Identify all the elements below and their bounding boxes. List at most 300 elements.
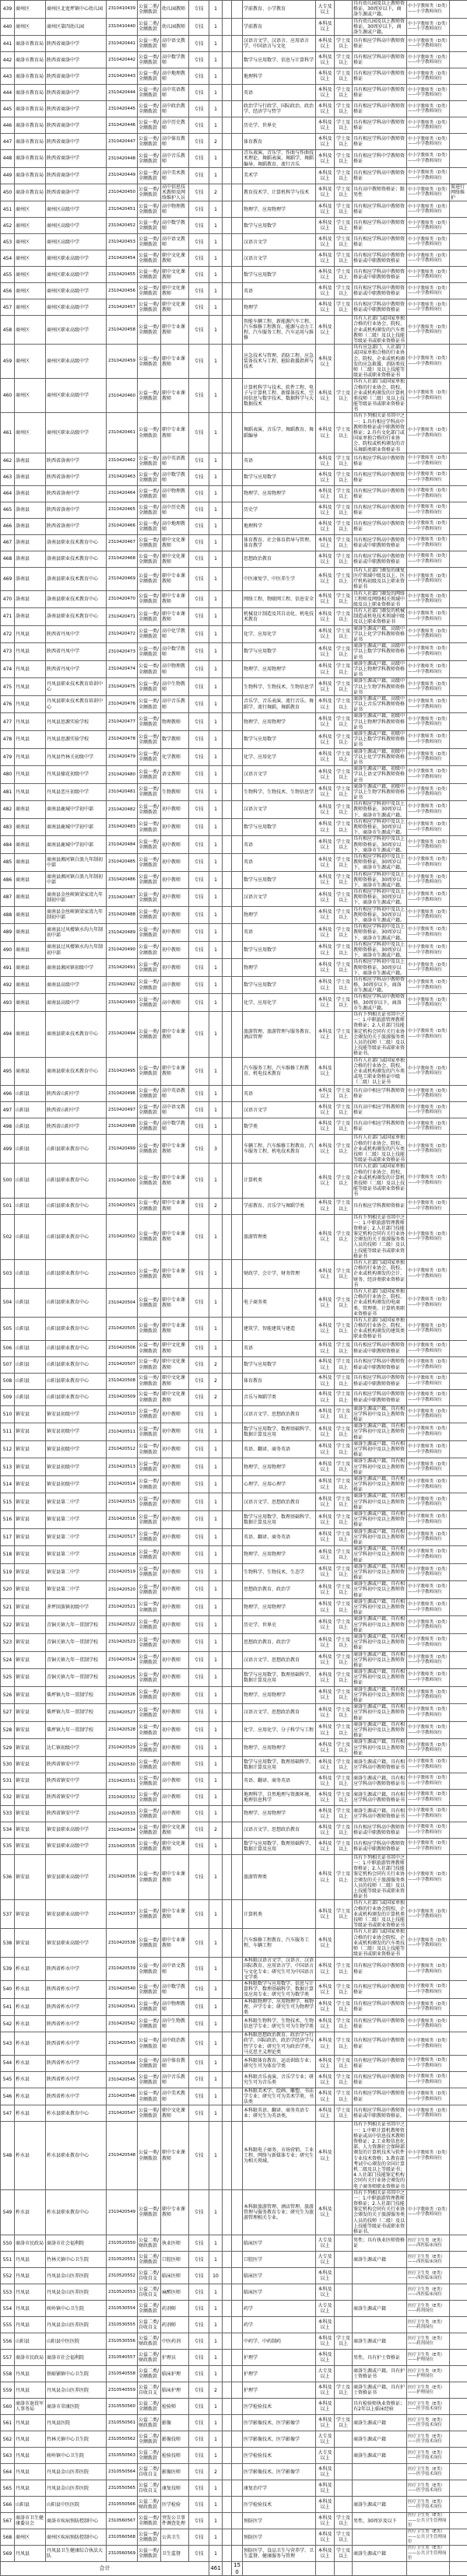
cell-unit: 陕西省商洛中学: [46, 134, 107, 150]
cell-note: [450, 1012, 467, 1058]
cell-note: [450, 1981, 467, 1999]
cell-type: 公益一类/全额拨款: [138, 167, 161, 184]
cell-cat: 专技: [189, 1805, 209, 1822]
cell-n: 1: [209, 1493, 223, 1511]
cell-major: 物理学、应用物理学: [243, 1686, 316, 1704]
cell-no: 512: [1, 1440, 15, 1458]
cell-other: 商洛生源或户籍，具有相应学科初中及以上教师资格证: [353, 1563, 407, 1581]
cell-note: [450, 625, 467, 643]
cell-dept: 丹凤县: [15, 2284, 46, 2301]
table-row: [1, 1260, 467, 1289]
table-row: [1, 1, 467, 19]
cell-type: 公益一类/全额拨款: [138, 534, 161, 551]
cell-deg: 学士及以上: [335, 453, 353, 469]
cell-deg: [335, 345, 353, 379]
cell-no: 531: [1, 1773, 15, 1789]
cell-n: 1: [209, 316, 223, 345]
cell-unit: 陕西省柞水中学: [46, 2088, 107, 2105]
table-row: [1, 1214, 467, 1260]
cell-post: 初中教师: [161, 889, 189, 907]
cell-code: 2310420514: [107, 1475, 138, 1493]
cell-type: 公益一类/全额拨款: [138, 1616, 161, 1634]
cell-major: 预防医学、食品卫生与营养学、卫生监督、健康服务与管理: [243, 2546, 316, 2562]
cell-unit: 山阳县职业教育中心: [46, 1389, 107, 1405]
cell-blank2: [232, 2480, 243, 2497]
cell-blank2: [232, 52, 243, 68]
cell-blank2: [232, 469, 243, 485]
cell-cat: 专技: [189, 2399, 209, 2415]
cell-note: [450, 167, 467, 184]
cell-post: 高中教师: [161, 1805, 189, 1822]
cell-dept: 丹凤县: [15, 2366, 46, 2382]
cell-deg: 学士及以上: [335, 2032, 353, 2056]
cell-blank2: [232, 1118, 243, 1135]
cell-cat: 专技: [189, 2268, 209, 2284]
cell-other: 商洛生源或户籍，高级中学以上化学学科教师资格证书: [353, 625, 407, 643]
table-row: [1, 551, 467, 567]
cell-blank1: [223, 1356, 232, 1373]
table-row: [1, 316, 467, 345]
cell-type: 公益二类/全额拨款: [138, 2252, 161, 2268]
cell-code: 2310420521: [107, 1598, 138, 1616]
cell-note: [450, 2105, 467, 2122]
cell-note: [450, 924, 467, 942]
cell-code: 2310420454: [107, 250, 138, 267]
cell-dept: 镇安县: [15, 1563, 46, 1581]
cell-post: 临床医师: [161, 2268, 189, 2284]
cell-exam: 中小学教师类（D类）——中学教师岗位: [407, 1633, 450, 1651]
cell-no: 519: [1, 1563, 15, 1581]
cell-dept: 商洛市教育局: [15, 36, 46, 52]
cell-deg: 学士及以上: [335, 748, 353, 766]
cell-unit: 镇安县初级中学: [46, 1405, 107, 1423]
cell-post: 职中文化课教师: [161, 1340, 189, 1356]
cell-note: [450, 518, 467, 534]
cell-no: 497: [1, 1102, 15, 1118]
cell-note: [450, 1721, 467, 1739]
table-row: [1, 2189, 467, 2235]
cell-blank1: [223, 1, 232, 19]
cell-blank2: [232, 1704, 243, 1722]
cell-unit: 镇安县职业高级中学: [46, 1822, 107, 1838]
cell-type: 公益一类/全额拨款: [138, 379, 161, 413]
cell-blank1: [223, 836, 232, 854]
cell-major: 数学与应用数学、数理基础科学、数据计算及应用: [243, 1669, 316, 1687]
cell-post: 初中教师: [161, 801, 189, 819]
cell-note: [450, 906, 467, 924]
cell-type: 公益一类/全额拨款: [138, 2016, 161, 2032]
cell-exam: 中小学教师类（D类）——中学教师岗位: [407, 1164, 450, 1198]
cell-deg: [335, 2480, 353, 2497]
cell-code: 2310420453: [107, 234, 138, 250]
cell-type: 公益一类/全额拨款: [138, 1789, 161, 1805]
cell-edu: 本科及以上: [316, 1373, 335, 1389]
cell-type: 公益一类/全额拨款: [138, 713, 161, 731]
cell-blank1: [223, 250, 232, 267]
cell-cat: 专技: [189, 1900, 209, 1929]
cell-type: 公益一类/全额拨款: [138, 150, 161, 168]
cell-post: 职中专业课教师: [161, 379, 189, 413]
cell-dept: 柞水县: [15, 2032, 46, 2056]
cell-no: 474: [1, 660, 15, 678]
cell-code: 2310420498: [107, 1118, 138, 1135]
cell-other: 具有人社部门或国家单独合格的行业协会、院校、企业或机构颁发的会计、财务、经济类职业资格证书: [353, 1260, 407, 1289]
cell-code: 2310420524: [107, 1651, 138, 1669]
cell-deg: 学士及以上: [335, 994, 353, 1012]
cell-note: [450, 502, 467, 518]
cell-post: 高中英语教师: [161, 85, 189, 101]
table-row: [1, 1598, 467, 1616]
cell-exam: 中小学教师类（D类）——中学教师岗位: [407, 1475, 450, 1493]
cell-deg: 学士及以上: [335, 1854, 353, 1900]
table-row: [1, 2071, 467, 2088]
cell-dept: 商南县: [15, 959, 46, 977]
cell-type: 公益一类/全额拨款: [138, 608, 161, 626]
cell-note: [450, 1340, 467, 1356]
cell-post: 物理教师: [161, 713, 189, 731]
cell-type: 公益一类/全额拨款: [138, 783, 161, 801]
cell-other: 商洛生源或户籍: [353, 2448, 407, 2464]
cell-exam: 中小学教师类（D类）——中学教师岗位: [407, 1900, 450, 1929]
cell-dept: 丹凤县: [15, 2415, 46, 2431]
cell-post: 初中教师: [161, 959, 189, 977]
cell-dept: 洛南县: [15, 518, 46, 534]
cell-dept: 洛南县: [15, 485, 46, 502]
cell-exam: 中小学教师类（D类）——中学教师岗位: [407, 1135, 450, 1164]
table-row: [1, 184, 467, 201]
table-row: [1, 18, 467, 36]
cell-dept: 镇安县: [15, 1493, 46, 1511]
cell-blank2: [232, 2235, 243, 2252]
cell-n: 2: [209, 1373, 223, 1389]
cell-edu: 本科及以上: [316, 608, 335, 626]
cell-major: 建筑学、智能建筑与建造: [243, 1317, 316, 1340]
cell-deg: 学士及以上: [335, 413, 353, 453]
cell-exam: 中小学教师类（D类）——中学教师岗位: [407, 695, 450, 713]
cell-cat: 专技: [189, 1929, 209, 1958]
cell-other: 具有下列相关证书其中之一：1.中职旅游管理教师资格证；2.人社部门技能鉴定机构会同有关行业协会颁发的关于旅游服务类人员的技师（二级）及以上技能等级证书或职业资格证书: [353, 1854, 407, 1900]
cell-dept: 山阳县: [15, 2333, 46, 2350]
cell-dept: 山阳县: [15, 1288, 46, 1317]
cell-unit: 陕西省商洛中学: [46, 101, 107, 117]
cell-blank2: [232, 889, 243, 907]
cell-post: 高中化学教师: [161, 625, 189, 643]
cell-deg: [335, 1, 353, 19]
cell-blank1: [223, 783, 232, 801]
cell-other: 商洛生源或户籍: [353, 2252, 407, 2268]
cell-blank2: [232, 959, 243, 977]
cell-major: 心理学、应用心理学: [243, 1475, 316, 1493]
cell-cat: 专技: [189, 2366, 209, 2382]
cell-unit: 陕西省洛南中学: [46, 502, 107, 518]
cell-note: [450, 1773, 467, 1789]
table-row: [1, 2382, 467, 2399]
cell-deg: 学士及以上: [335, 1423, 353, 1441]
cell-unit: 丹凤县峦庄初级中学: [46, 783, 107, 801]
cell-code: 2310420465: [107, 502, 138, 518]
cell-unit: 丹凤县金山医养医院: [46, 2284, 107, 2301]
table-row: [1, 1135, 467, 1164]
cell-dept: 柞水县: [15, 2189, 46, 2235]
cell-exam: 医疗卫生类（E类）——医学技术岗位: [407, 2448, 450, 2464]
cell-edu: 本科及以上: [316, 2546, 335, 2562]
table-row: [1, 1633, 467, 1651]
cell-no: 499: [1, 1135, 15, 1164]
cell-type: 公益一类/全额拨款: [138, 1118, 161, 1135]
cell-blank1: [223, 1458, 232, 1476]
cell-n: 1: [209, 52, 223, 68]
cell-deg: 学士及以上: [335, 2382, 353, 2399]
cell-deg: 学士及以上: [335, 267, 353, 283]
cell-no: 495: [1, 1057, 15, 1086]
cell-exam: 医疗卫生类（E类）——西医临床岗位: [407, 2252, 450, 2268]
cell-cat: 专技: [189, 1686, 209, 1704]
cell-n: 1: [209, 801, 223, 819]
total-label: 合计: [1, 2562, 209, 2576]
cell-note: [450, 1838, 467, 1854]
cell-other: 商洛生源或户籍，具有相应学科初中及以上教师资格证: [353, 1440, 407, 1458]
cell-type: 公益二类/自收自支: [138, 2284, 161, 2301]
cell-post: 初中教师: [161, 1616, 189, 1634]
cell-cat: 专技: [189, 2122, 209, 2189]
cell-cat: 专技: [189, 1789, 209, 1805]
cell-major: 体育教育: [243, 134, 316, 150]
cell-edu: 本科及以上: [316, 184, 335, 201]
cell-blank1: [223, 748, 232, 766]
cell-dept: 商洛市教育局: [15, 184, 46, 201]
cell-unit: 镇安县初级中学: [46, 1440, 107, 1458]
cell-edu: 本科及以上: [316, 713, 335, 731]
cell-post: 高中数学教师: [161, 218, 189, 234]
cell-deg: [335, 2350, 353, 2366]
cell-n: 1: [209, 2122, 223, 2189]
cell-no: 543: [1, 2032, 15, 2056]
cell-other: 具有相应学科初中及以上教师资格证，30周岁以下，商洛市生源或户籍。: [353, 818, 407, 836]
cell-no: 521: [1, 1598, 15, 1616]
cell-edu: 本科及以上: [316, 1789, 335, 1805]
cell-cat: 专技: [189, 36, 209, 52]
cell-major: 历史学、世界史: [243, 1616, 316, 1634]
cell-note: [450, 1086, 467, 1102]
cell-blank1: [223, 1616, 232, 1634]
cell-blank1: [223, 2032, 232, 2056]
cell-blank1: [223, 1686, 232, 1704]
cell-blank2: [232, 316, 243, 345]
cell-unit: 陕西省丹凤中学: [46, 625, 107, 643]
cell-other: 具有相应学科初中及以上教师资格证，30周岁以下，商洛市生源或户籍。: [353, 836, 407, 854]
cell-note: [450, 2399, 467, 2415]
cell-post: 高中美术教师: [161, 167, 189, 184]
cell-code: 2310420528: [107, 1721, 138, 1739]
cell-note: [450, 485, 467, 502]
cell-major: 物理学、应用物理学: [243, 1805, 316, 1822]
cell-no: 554: [1, 2301, 15, 2317]
cell-exam: 中小学教师类（D类）——中学教师岗位: [407, 1118, 450, 1135]
cell-cat: 专技: [189, 1651, 209, 1669]
cell-note: 需进行网络维护: [450, 184, 467, 201]
cell-blank1: [223, 1981, 232, 1999]
cell-other: 商洛生源或户籍: [353, 2546, 407, 2562]
cell-deg: 学士及以上: [335, 1164, 353, 1198]
cell-dept: 镇安县: [15, 1511, 46, 1529]
cell-type: 公益一类/全额拨款: [138, 1739, 161, 1757]
cell-type: 公益一类/全额拨款: [138, 941, 161, 959]
cell-other: 具有相应学科高中教师资格证: [353, 117, 407, 134]
cell-other: 具有下列相关证书其中之一：1.中职计算机教师资格证或高中信息技术教师资格证；2.工业和信息化部、人力资源社会保障部颁发的计算机技术与软件专业技术资格；3.教育部考试中心颁发的全国计算机二级及以上等级证书；4.人社部门技能鉴定机构会同有关行业协会颁发的电子商务师职业资格证书: [353, 2122, 407, 2189]
table-row: [1, 1822, 467, 1838]
cell-note: [450, 2497, 467, 2513]
cell-dept: 丹凤县: [15, 2448, 46, 2464]
cell-no: 540: [1, 1981, 15, 1999]
cell-deg: [335, 1929, 353, 1958]
cell-dept: 商洛市教育局: [15, 52, 46, 68]
cell-blank2: [232, 1998, 243, 2016]
table-row: [1, 1440, 467, 1458]
cell-other: 具有相应学科高中教师资格证: [353, 36, 407, 52]
cell-cat: 专技: [189, 1493, 209, 1511]
cell-unit: 商州区职业高级中学: [46, 413, 107, 453]
cell-post: 职中文化课教师: [161, 534, 189, 551]
cell-major: 车辆工程、汽车维修工程教育、汽车服务工程、机电技术教育: [243, 1135, 316, 1164]
cell-dept: 丹凤县: [15, 2480, 46, 2497]
cell-type: 公益一类/全额拨款: [138, 1998, 161, 2016]
cell-note: [450, 2189, 467, 2235]
cell-other: 具有相应学科高中教师资格证: [353, 2032, 407, 2056]
cell-blank2: [232, 485, 243, 502]
cell-note: [450, 85, 467, 101]
cell-post: 职中文化课教师: [161, 551, 189, 567]
cell-edu: 本科及以上: [316, 976, 335, 994]
cell-no: 469: [1, 567, 15, 590]
cell-other: 具有相应学科初中及以上教师资格证，30周岁以下，商洛市生源或户籍。: [353, 906, 407, 924]
cell-code: 2310420461: [107, 413, 138, 453]
cell-code: 2310420543: [107, 2032, 138, 2056]
cell-code: 2310420466: [107, 518, 138, 534]
cell-code: 2310560567: [107, 2513, 138, 2529]
cell-dept: 商洛市教育局: [15, 101, 46, 117]
cell-unit: 商南县湘河镇初级中学: [46, 959, 107, 977]
cell-n: 1: [209, 2055, 223, 2071]
cell-note: [450, 2301, 467, 2317]
cell-post: 职中专业课教师: [161, 1854, 189, 1900]
cell-other: 商洛生源或户籍，初级中学以上数学学科教师资格证书: [353, 731, 407, 749]
cell-post: 职中文化课教师: [161, 1838, 189, 1854]
cell-type: 公益一类/全额拨款: [138, 924, 161, 942]
cell-blank2: [232, 2382, 243, 2399]
cell-n: 1: [209, 283, 223, 299]
cell-other: 具有人社部门或国家单独合格的行业协会、院校、企业或机构颁发的汽车类技师（二级）及以上技能等级证书或职业资格证书: [353, 1135, 407, 1164]
cell-unit: 柞水县职业教育中心: [46, 2189, 107, 2235]
cell-no: 465: [1, 502, 15, 518]
cell-edu: 本科及以上: [316, 1598, 335, 1616]
cell-dept: 丹凤县: [15, 2464, 46, 2480]
cell-major: 数学与应用数学: [243, 643, 316, 661]
cell-type: 公益二类/全额拨款: [138, 2301, 161, 2317]
cell-deg: 学士及以上: [335, 1900, 353, 1929]
cell-other: 具有相应学科高中教师资格证或中职教师资格证: [353, 250, 407, 267]
cell-code: 2310420449: [107, 167, 138, 184]
cell-type: 公益一类/全额拨款: [138, 36, 161, 52]
cell-no: 443: [1, 68, 15, 85]
cell-exam: 医疗卫生类（E类）——药剂岗位: [407, 2301, 450, 2317]
cell-code: 2310420460: [107, 379, 138, 413]
cell-blank2: [232, 2284, 243, 2301]
cell-post: 影像技师: [161, 2431, 189, 2448]
cell-blank2: [232, 976, 243, 994]
cell-exam: 中小学教师类（D类）——中学教师岗位: [407, 518, 450, 534]
cell-note: [450, 1135, 467, 1164]
cell-blank1: [223, 36, 232, 52]
cell-post: 初中教师: [161, 818, 189, 836]
cell-n: 1: [209, 1214, 223, 1260]
cell-blank1: [223, 695, 232, 713]
cell-blank1: [223, 1854, 232, 1900]
cell-no: 446: [1, 117, 15, 134]
cell-unit: 达仁镇初级中学: [46, 1739, 107, 1757]
cell-note: [450, 766, 467, 784]
cell-edu: 本科及以上: [316, 2088, 335, 2105]
cell-note: [450, 413, 467, 453]
cell-n: 1: [209, 85, 223, 101]
cell-blank1: [223, 2546, 232, 2562]
cell-type: 公益二类/财政拨款: [138, 2497, 161, 2513]
cell-code: 2310520552: [107, 2268, 138, 2284]
cell-blank1: [223, 660, 232, 678]
cell-deg: [335, 2464, 353, 2480]
cell-code: 2310420510: [107, 1405, 138, 1423]
cell-post: 执业医师: [161, 2235, 189, 2252]
cell-no: 507: [1, 1356, 15, 1373]
cell-exam: 中小学教师类（D类）——中学教师岗位: [407, 502, 450, 518]
table-row: [1, 2513, 467, 2529]
cell-other: 商洛生源或户籍，初级中学以上生物学科教师资格证书: [353, 783, 407, 801]
cell-cat: 专技: [189, 625, 209, 643]
cell-type: 公益二类/全额拨款: [138, 2399, 161, 2415]
cell-blank2: [232, 2350, 243, 2366]
cell-n: 1: [209, 994, 223, 1012]
cell-deg: 学士及以上: [335, 1546, 353, 1564]
cell-cat: 专技: [189, 643, 209, 661]
cell-note: [450, 941, 467, 959]
cell-code: 2310420537: [107, 1900, 138, 1929]
table-row: [1, 1616, 467, 1634]
cell-blank1: [223, 2431, 232, 2448]
cell-no: 456: [1, 283, 15, 299]
cell-note: [450, 134, 467, 150]
cell-other: 商洛生源或户籍，具有相应学科初中及以上教师资格证: [353, 1511, 407, 1529]
cell-major: 汉语言文学、思想政治教育: [243, 1651, 316, 1669]
cell-dept: 柞水县: [15, 1998, 46, 2016]
cell-note: [450, 2448, 467, 2464]
cell-code: 2310420443: [107, 68, 138, 85]
cell-unit: 丹凤县思源实验学校: [46, 731, 107, 749]
cell-major: 物理学、应用物理学: [243, 485, 316, 502]
cell-exam: 中小学教师类（D类）——中学教师岗位: [407, 994, 450, 1012]
cell-deg: 学士及以上: [335, 1704, 353, 1722]
cell-n: 1: [209, 731, 223, 749]
cell-n: 1: [209, 2529, 223, 2546]
cell-unit: 商州区职业高级中学: [46, 267, 107, 283]
cell-deg: 学士及以上: [335, 551, 353, 567]
cell-blank1: [223, 853, 232, 871]
cell-blank1: [223, 1721, 232, 1739]
cell-cat: 专技: [189, 1214, 209, 1260]
cell-blank2: [232, 453, 243, 469]
cell-no: 441: [1, 36, 15, 52]
cell-type: 公益一类/全额拨款: [138, 184, 161, 201]
cell-post: 高中地理教师: [161, 68, 189, 85]
cell-cat: 专技: [189, 695, 209, 713]
